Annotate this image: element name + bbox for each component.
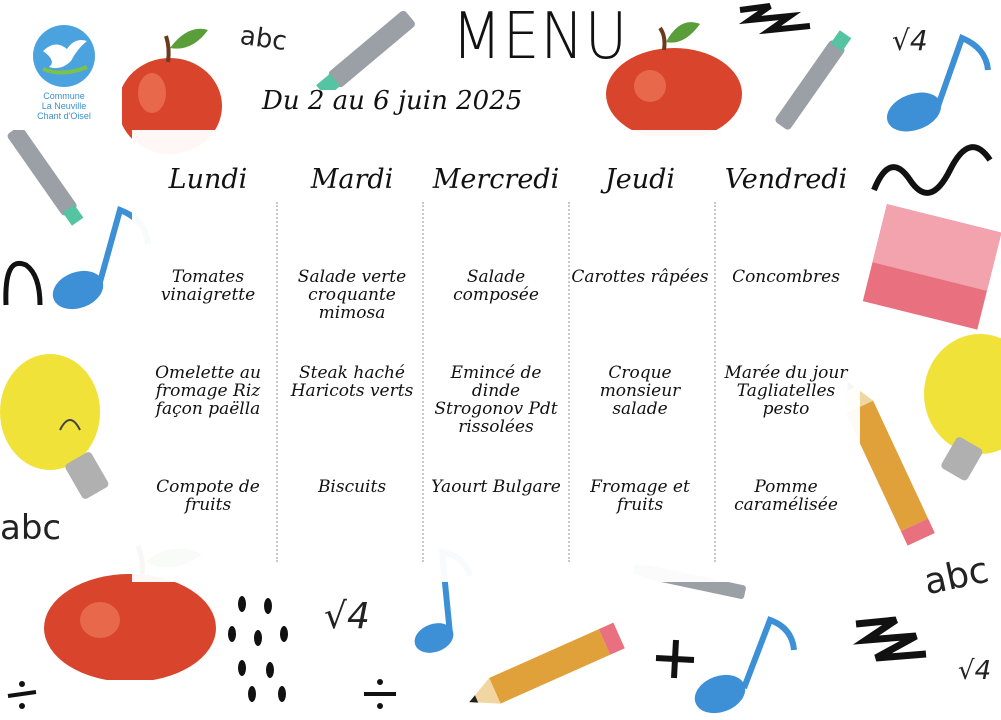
dessert-cell: Biscuits bbox=[317, 477, 387, 497]
starter-cell: Salade verte croquante mimosa bbox=[297, 267, 407, 323]
dots-icon bbox=[222, 594, 298, 704]
lightbulb-icon bbox=[0, 350, 120, 510]
day-column-mardi bbox=[282, 130, 422, 582]
dessert-cell: Compote de fruits bbox=[156, 477, 260, 515]
divide-icon bbox=[360, 676, 400, 712]
sqrt-decoration: √4 bbox=[324, 596, 370, 637]
page-title: MENU bbox=[451, 0, 629, 74]
zigzag-icon bbox=[846, 610, 936, 680]
main-cell: Croque monsieur salade bbox=[599, 363, 681, 419]
abc-decoration: abc bbox=[0, 508, 62, 548]
main-cell: Omelette au fromage Riz façon paëlla bbox=[155, 363, 261, 419]
abc-decoration: abc bbox=[238, 20, 289, 58]
sqrt-decoration: √4 bbox=[958, 656, 992, 686]
day-column-lundi bbox=[138, 130, 278, 582]
sticky-note-icon bbox=[858, 196, 1001, 346]
menu-table bbox=[132, 130, 860, 582]
bird-logo-icon bbox=[33, 25, 95, 87]
dessert-cell: Fromage et fruits bbox=[590, 477, 690, 515]
pencil-icon bbox=[460, 616, 632, 720]
starter-cell: Carottes râpées bbox=[571, 267, 709, 287]
main-cell: Emincé de dinde Strogonov Pdt rissolées bbox=[434, 363, 558, 437]
day-heading: Vendredi bbox=[724, 164, 848, 195]
music-note-icon bbox=[684, 614, 804, 720]
menu-dates: Du 2 au 6 juin 2025 bbox=[262, 86, 523, 116]
logo-line1: Commune bbox=[43, 91, 85, 101]
starter-cell: Concombres bbox=[732, 267, 840, 287]
main-cell: Steak haché Haricots verts bbox=[290, 363, 414, 401]
starter-cell: Salade composée bbox=[453, 267, 539, 305]
day-heading: Jeudi bbox=[604, 164, 676, 195]
dessert-cell: Pomme caramélisée bbox=[734, 477, 838, 515]
marker-icon bbox=[310, 0, 440, 90]
dessert-cell: Yaourt Bulgare bbox=[431, 477, 561, 497]
day-column-jeudi bbox=[570, 130, 710, 582]
abc-decoration: abc bbox=[920, 549, 993, 604]
sqrt-decoration: √4 bbox=[892, 24, 928, 57]
squiggle-icon bbox=[0, 245, 50, 315]
day-column-mercredi bbox=[426, 130, 566, 582]
column-divider bbox=[422, 202, 424, 562]
day-column-vendredi bbox=[716, 130, 856, 582]
day-heading: Mardi bbox=[310, 164, 394, 195]
plus-icon bbox=[650, 636, 700, 682]
day-heading: Lundi bbox=[168, 164, 248, 195]
divide-icon bbox=[4, 678, 40, 714]
zigzag-icon bbox=[730, 0, 830, 40]
logo-line2: La Neuville bbox=[41, 101, 87, 111]
main-cell: Marée du jour Tagliatelles pesto bbox=[724, 363, 848, 419]
logo-line3: Chant d'Oisel bbox=[37, 111, 91, 121]
day-heading: Mercredi bbox=[432, 164, 560, 195]
commune-logo bbox=[6, 0, 122, 130]
marker-icon bbox=[760, 30, 860, 140]
starter-cell: Tomates vinaigrette bbox=[160, 267, 256, 305]
